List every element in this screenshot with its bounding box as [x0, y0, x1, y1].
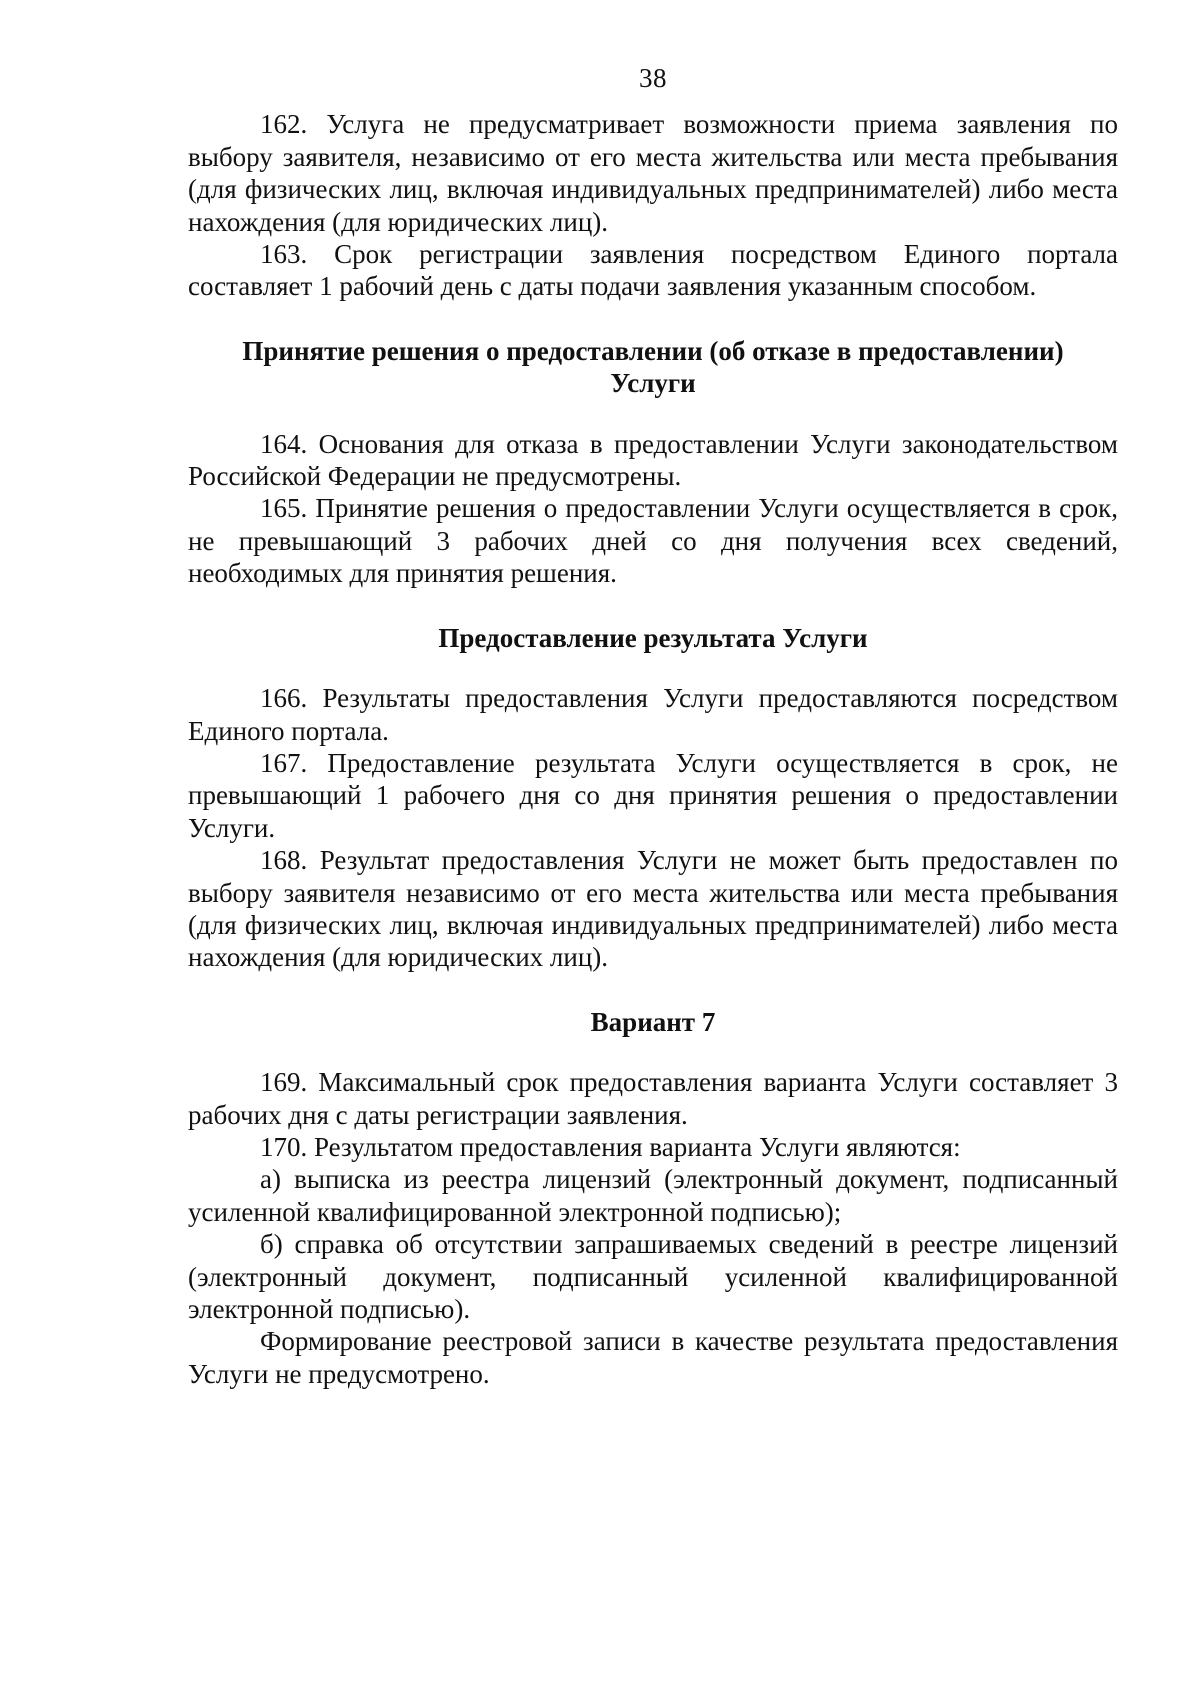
paragraph-169: 169. Максимальный срок предоставления варианта Услуги составляет 3 рабочих дня с даты регистрации заявления.	[188, 1067, 1118, 1130]
spacer	[188, 303, 1118, 335]
document-page	[188, 62, 1118, 1390]
heading-decision-line1: Принятие решения о предоставлении (об отказе в предоставлении)	[242, 335, 1064, 366]
paragraph-168: 168. Результат предоставления Услуги не может быть предоставлен по выбору заявителя независимо от его места жительства или места пребывания (для физических лиц, включая индивидуальных предпринимателей) либо места нахождения (для юридических лиц).	[188, 845, 1118, 973]
paragraph-162: 162. Услуга не предусматривает возможности приема заявления по выбору заявителя, независимо от его места жительства или места пребывания (для физических лиц, включая индивидуальных предпринимателей) либо места нахождения (для юридических лиц).	[188, 109, 1118, 237]
paragraph-165: 165. Принятие решения о предоставлении Услуги осуществляется в срок, не превышающий 3 рабочих дней со дня получения всех сведений, необходимых для принятия решения.	[188, 493, 1118, 589]
spacer	[188, 974, 1118, 1006]
paragraph-166: 166. Результаты предоставления Услуги предоставляются посредством Единого портала.	[188, 683, 1118, 746]
spacer	[188, 400, 1118, 428]
paragraph-167: 167. Предоставление результата Услуги осуществляется в срок, не превышающий 1 рабочего дня со дня принятия решения о предоставлении Услуги.	[188, 747, 1118, 843]
paragraph-163: 163. Срок регистрации заявления посредством Единого портала составляет 1 рабочий день с даты подачи заявления указанным способом.	[188, 239, 1118, 302]
paragraph-164: 164. Основания для отказа в предоставлении Услуги законодательством Российской Федерации не предусмотрены.	[188, 428, 1118, 492]
page-number: 38	[639, 63, 667, 93]
paragraph-170-a: а) выписка из реестра лицензий (электронный документ, подписанный усиленной квалифицированной электронной подписью);	[188, 1164, 1118, 1227]
spacer	[188, 590, 1118, 622]
heading-decision-line2: Услуги	[610, 368, 696, 399]
spacer	[188, 1038, 1118, 1066]
paragraph-registry-note: Формирование реестровой записи в качестве результата предоставления Услуги не предусмотрено.	[188, 1326, 1118, 1389]
paragraph-170: 170. Результатом предоставления варианта Услуги являются:	[260, 1131, 961, 1162]
heading-variant: Вариант 7	[590, 1006, 716, 1037]
heading-result: Предоставление результата Услуги	[438, 622, 868, 653]
paragraph-170-b: б) справка об отсутствии запрашиваемых сведений в реестре лицензий (электронный документ, подписанный усиленной квалифицированной электронной подписью).	[188, 1229, 1118, 1324]
spacer	[188, 654, 1118, 682]
